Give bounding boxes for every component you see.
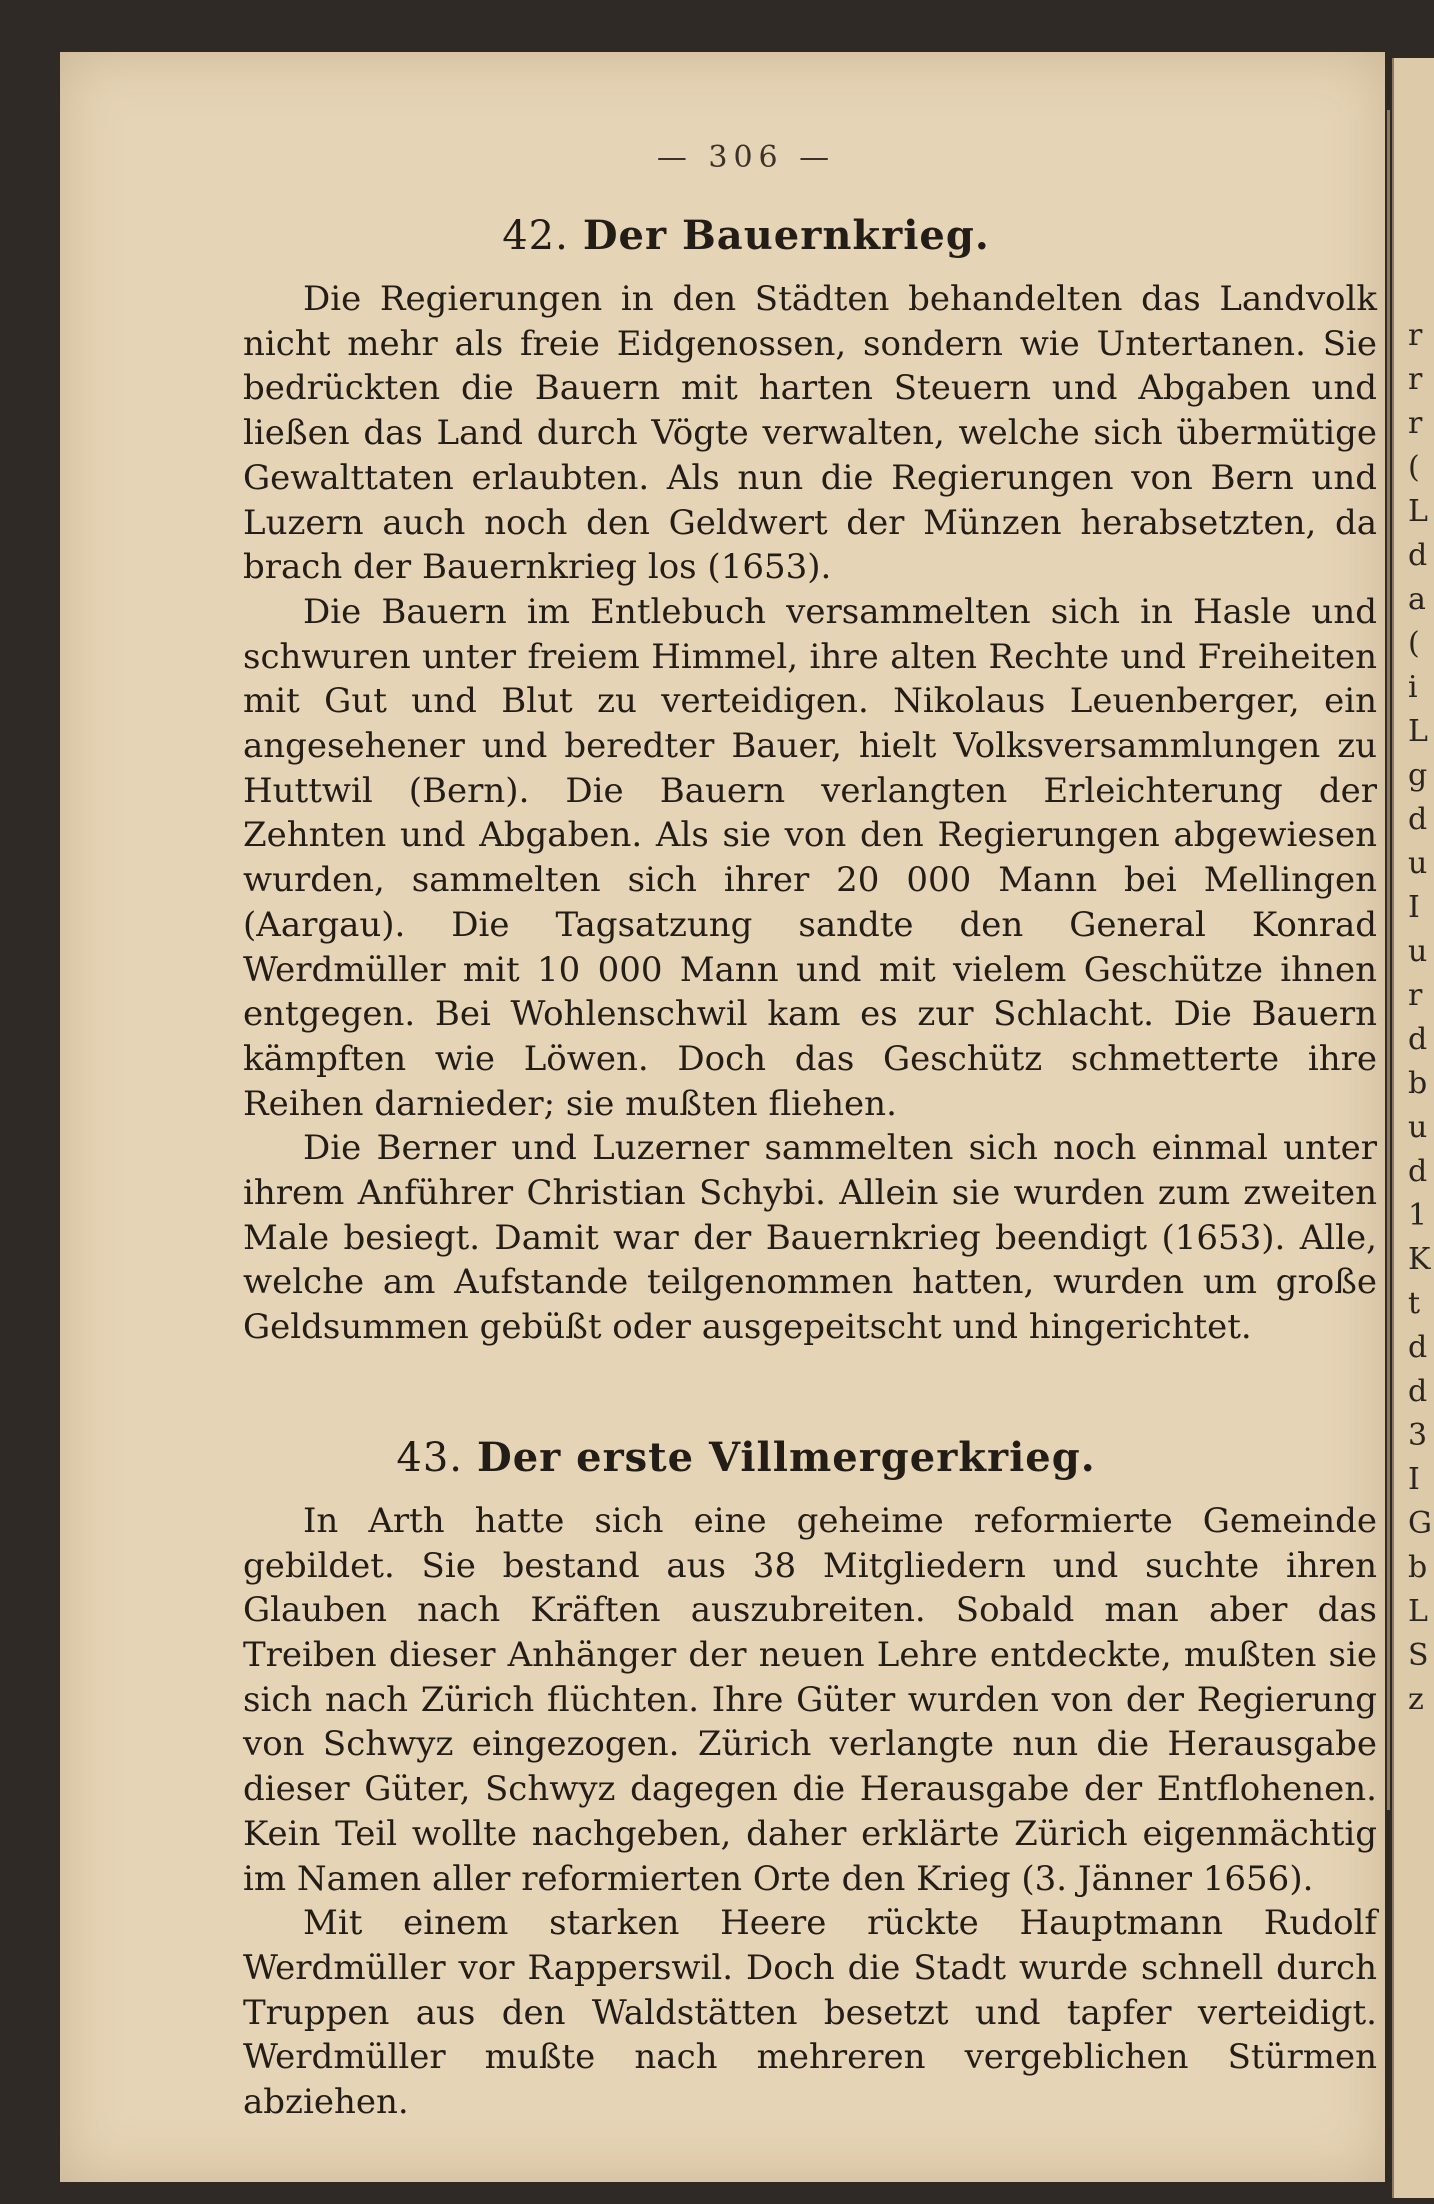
next-page-fragment: d [1408,1154,1428,1189]
next-page-fragment: 3 [1408,1418,1428,1453]
next-page-fragment: 1 [1408,1198,1428,1233]
next-page-fragment: G [1408,1506,1432,1541]
next-page-fragment: g [1408,758,1428,793]
adjacent-page-edge [1392,58,1434,2198]
next-page-fragment: d [1408,1330,1428,1365]
next-page-fragment: t [1408,1286,1421,1321]
next-page-fragment: u [1408,846,1428,881]
section-43 [245,1434,1377,2125]
next-page-fragment: d [1408,538,1428,573]
next-page-fragment: r [1408,978,1423,1013]
paragraph: Mit einem starken Heere rückte Hauptmann Rudolf Werdmüller vor Rapperswil. Doch die Stadt wurde schnell durch Truppen aus den Waldstätten besetzt und tapfer verteidigt. Werdmüller mußte nach mehreren vergeblichen Stürmen abziehen. [243,1903,1377,2123]
section-title [115,212,1377,259]
next-page-fragment: i [1408,670,1418,705]
section-heading: Der Bauernkrieg. [582,212,990,259]
next-page-fragment: I [1408,1462,1420,1497]
next-page-fragment: d [1408,1374,1428,1409]
section-heading: Der erste Villmergerkrieg. [477,1433,1096,1481]
next-page-fragment: b [1408,1550,1428,1585]
paragraph: In Arth hatte sich eine geheime reformierte Gemeinde gebildet. Sie bestand aus 38 Mitgliedern und suchte ihren Glauben nach Kräften auszubreiten. Sobald man aber das Treiben dieser Anhänger der neuen Lehre entdeckte, mußten sie sich nach Zürich flüchten. Ihre Güter wurden von der Regierung von Schwyz eingezogen. Zürich verlangte nun die Herausgabe dieser Güter, Schwyz dagegen die Herausgabe der Entflohenen. Kein Teil wollte nachgeben, daher erklärte Zürich eigenmächtig im Namen aller reformierten Orte den Krieg (3. Jänner 1656). [243,1500,1377,1899]
next-page-fragment: L [1408,494,1428,529]
next-page-fragment: a [1408,582,1426,617]
next-page-fragment: I [1408,890,1420,925]
next-page-fragment: z [1408,1682,1424,1717]
next-page-fragment: r [1408,362,1423,397]
next-page-fragment: L [1408,714,1428,749]
section-title [115,1434,1377,1481]
next-page-fragment: r [1408,406,1423,441]
next-page-fragment: L [1408,1594,1428,1629]
next-page-fragment: b [1408,1066,1428,1101]
paragraph: Die Regierungen in den Städten behandelten das Landvolk nicht mehr als freie Eidgenossen, sondern wie Untertanen. Sie bedrückten die Bauern mit harten Steuern und Abgaben und ließen das Land durch Vögte verwalten, welche sich übermütige Gewalttaten erlaubten. Als nun die Regierungen von Bern und Luzern auch noch den Geldwert der Münzen herabsetzten, da brach der Bauernkrieg los (1653). [243,279,1377,588]
next-page-fragment: d [1408,802,1428,837]
next-page-fragment: d [1408,1022,1428,1057]
page-content [245,140,1377,2125]
section-42 [245,212,1377,1350]
next-page-fragment: ( [1408,626,1420,661]
paragraph: Die Bauern im Entlebuch versammelten sich in Hasle und schwuren unter freiem Himmel, ihre alten Rechte und Freiheiten mit Gut und Blut zu verteidigen. Nikolaus Leuenberger, ein angesehener und beredter Bauer, hielt Volksversammlungen zu Huttwil (Bern). Die Bauern verlangten Erleichterung der Zehnten und Abgaben. Als sie von den Regierungen abgewiesen wurden, sammelten sich ihrer 20 000 Mann bei Mellingen (Aargau). Die Tagsatzung sandte den General Konrad Werdmüller mit 10 000 Mann und mit vielem Geschütze ihnen entgegen. Bei Wohlenschwil kam es zur Schlacht. Die Bauern kämpften wie Löwen. Doch das Geschütz schmetterte ihre Reihen darnieder; sie mußten fliehen. [243,591,1377,1124]
next-page-fragment: ( [1408,450,1420,485]
page-number: — 306 — [656,140,836,175]
next-page-fragment: u [1408,934,1428,969]
section-number: 42. [502,213,569,259]
section-number: 43. [396,1434,463,1481]
next-page-fragment: r [1408,318,1423,353]
paragraph: Die Berner und Luzerner sammelten sich noch einmal unter ihrem Anführer Christian Schybi. Allein sie wurden zum zweiten Male besiegt. Damit war der Bauernkrieg beendigt (1653). Alle, welche am Aufstande teilgenommen hatten, wurden um große Geldsummen gebüßt oder ausgepeitscht und hingerichtet. [243,1128,1377,1348]
page-gutter [1387,110,1390,1810]
next-page-fragment: K [1408,1242,1431,1277]
next-page-fragment: u [1408,1110,1428,1145]
next-page-fragment: S [1408,1638,1429,1673]
